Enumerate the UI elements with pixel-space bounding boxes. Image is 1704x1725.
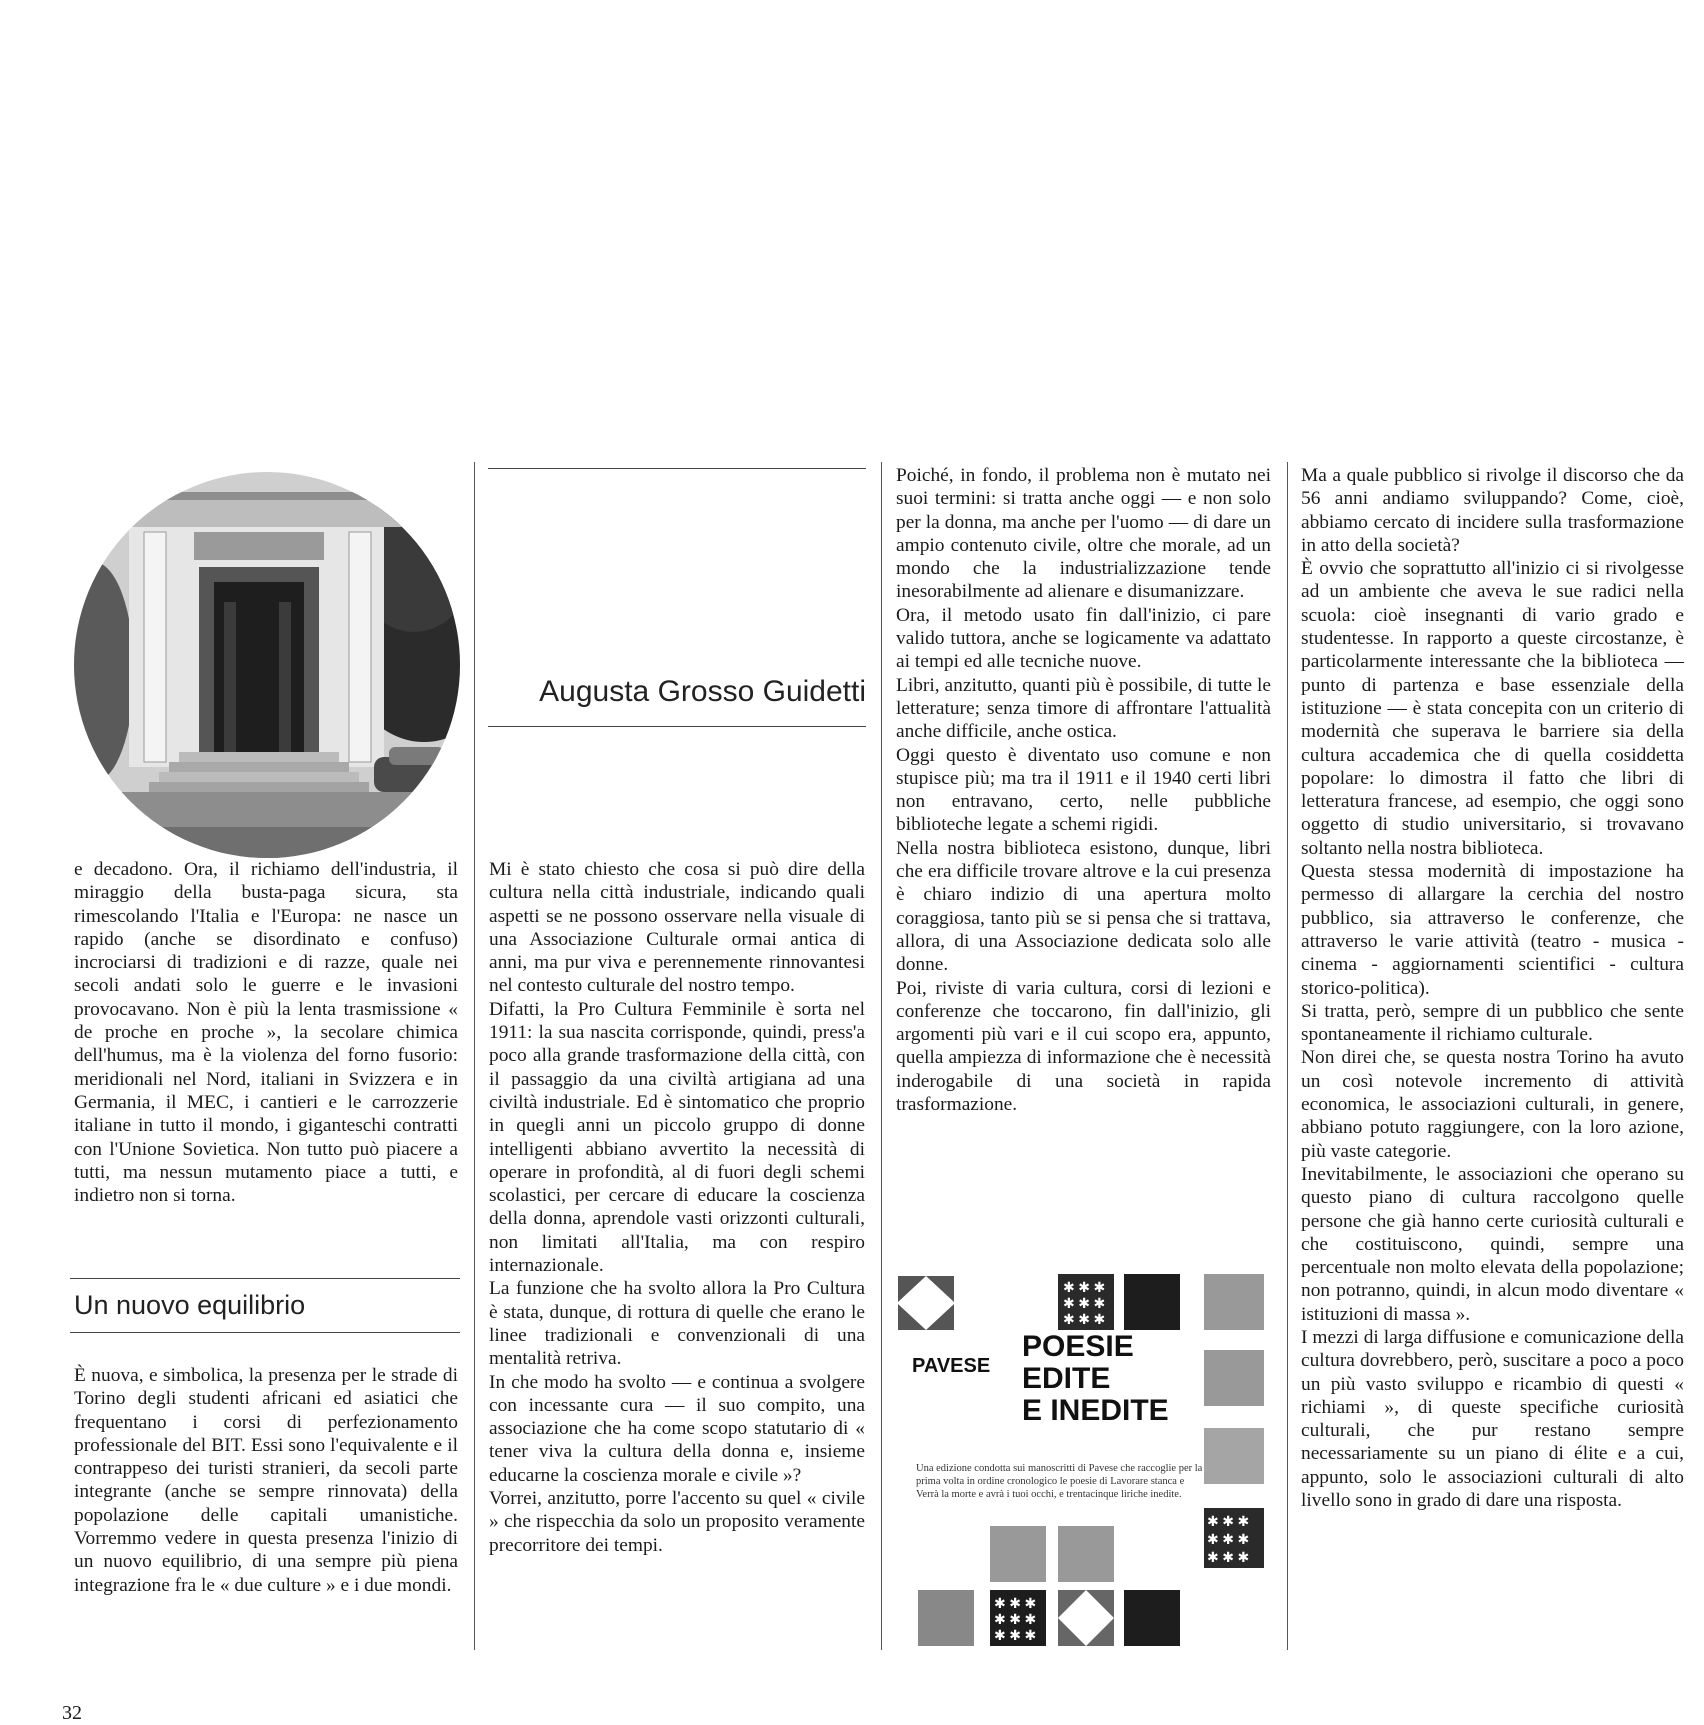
column-4-text — [1301, 464, 1684, 1512]
column-3-text — [896, 464, 1271, 1116]
svg-text:✱ ✱ ✱: ✱ ✱ ✱ — [1063, 1313, 1106, 1328]
paragraph: I mezzi di larga diffusione e comunicazione della cultura dovrebbero, però, suscitare a poco a poco un più vasto sviluppo e ricambio di questi « richiami », di queste specifiche curiosità culturali, che pur restano sempre necessariamente su un piano di élite e a cui, appunto, solo le associazioni culturali di alto livello sono in grado di dare una risposta. — [1301, 1326, 1684, 1512]
column-rule-2 — [881, 462, 882, 1650]
paragraph: In che modo ha svolto — e continua a svolgere con incessante cura — il suo compito, una associazione che ha come scopo statutario di « tener viva la cultura della donna e, insieme educarne la coscienza morale e civile »? — [489, 1371, 865, 1486]
svg-text:✱ ✱ ✱: ✱ ✱ ✱ — [1207, 1533, 1250, 1548]
svg-text:✱ ✱ ✱: ✱ ✱ ✱ — [994, 1629, 1037, 1644]
cover-title-line-3: E INEDITE — [1022, 1394, 1169, 1427]
author-rule-bottom — [488, 726, 866, 727]
svg-text:✱ ✱ ✱: ✱ ✱ ✱ — [1063, 1281, 1106, 1296]
paragraph: Mi è stato chiesto che cosa si può dire della cultura nella città industriale, indicando quali aspetti se ne possono osservare nella visuale di una Associazione Culturale ormai antica di anni, ma pur viva e perennemente rinnovantesi nel contesto culturale del nostro tempo. — [489, 859, 865, 997]
cover-title-line-1: POESIE — [1022, 1330, 1134, 1363]
column-rule-1 — [474, 462, 475, 1650]
paragraph: La funzione che ha svolto allora la Pro Cultura è stata, dunque, di rottura di quelle che erano le linee tradizionali e convenzionali di una mentalità retriva. — [489, 1278, 865, 1370]
building-photo — [74, 472, 460, 858]
column-2-text — [489, 858, 865, 1557]
subhead-rule-bottom — [70, 1332, 460, 1333]
column-1-bottom-text — [74, 1364, 458, 1597]
author-byline: Augusta Grosso Guidetti — [539, 675, 866, 708]
svg-text:✱ ✱ ✱: ✱ ✱ ✱ — [994, 1597, 1037, 1612]
paragraph: Questa stessa modernità di impostazione ha permesso di allargare la cerchia del nostro pubblico, sia attraverso le conferenze, che attraverso le varie attività (teatro - musica - cinema - aggiornamenti scientifici - cultura storico-politica). — [1301, 861, 1684, 999]
book-cover-image — [898, 1272, 1266, 1648]
page-number: 32 — [62, 1702, 82, 1724]
paragraph: e decadono. Ora, il richiamo dell'industria, il miraggio della busta-paga sicura, sta rimescolando l'Italia e l'Europa: ne nasce un rapido (anche se disordinato e confuso) incrociarsi di tradizioni e di razze, quale nei secoli andati solo le guerre e le invasioni provocavano. Non è più la lenta trasmissione « de proche en proche », la secolare chimica dell'humus, ma è la violenza del forno fusorio: meridionali nel Nord, italiani in Svizzera e in Germania, il MEC, i cantieri e le carrozzerie italiane in tutto il mondo, i giganteschi contratti con l'Unione Sovietica. Non tutto può piacere a tutti, ma nessun mutamento piace a tutti, e indietro non si torna. — [74, 859, 458, 1207]
cover-pattern — [898, 1272, 1266, 1648]
paragraph: Non direi che, se questa nostra Torino ha avuto un così notevole incremento di attività economica, le associazioni culturali, in genere, abbiano potuto raggiungere, con la loro azione, più vaste categorie. — [1301, 1047, 1684, 1162]
svg-text:✱ ✱ ✱: ✱ ✱ ✱ — [1207, 1515, 1250, 1530]
paragraph: Libri, anzitutto, quanti più è possibile, di tutte le letterature; senza timore di affrontare l'attualità anche difficile, anche ostica. — [896, 674, 1271, 743]
paragraph: Oggi questo è diventato uso comune e non stupisce più; ma tra il 1911 e il 1940 certi libri non entravano, certo, nelle pubbliche biblioteche legate a schemi rigidi. — [896, 744, 1271, 836]
paragraph: Poiché, in fondo, il problema non è mutato nei suoi termini: si tratta anche oggi — e non solo per la donna, ma anche per l'uomo — di dare un ampio contenuto civile, oltre che morale, ad un mondo che la industrializzazione tende inesorabilmente ad alienare e disumanizzare. — [896, 465, 1271, 603]
paragraph: Vorrei, anzitutto, porre l'accento su quel « civile » che rispecchia da solo un proposito veramente precorritore dei tempi. — [489, 1488, 865, 1556]
paragraph: Ora, il metodo usato fin dall'inizio, ci pare valido tuttora, anche se logicamente va adattato ai tempi ed alle tecniche nuove. — [896, 604, 1271, 673]
paragraph: Difatti, la Pro Cultura Femminile è sorta nel 1911: la sua nascita corrisponde, quindi, press'a poco alla grande trasformazione della città, con il passaggio da una civiltà artigiana ad una civiltà industriale. Ed è sintomatico che proprio in quegli anni un piccolo gruppo di donne intelligenti abbiano avvertito la necessità di operare in profondità, al di fuori degli schemi scolastici, per cercare di educare la coscienza della donna, aprendole vasti orizzonti culturali, non limitati all'Italia, ma con respiro internazionale. — [489, 998, 865, 1277]
svg-text:✱ ✱ ✱: ✱ ✱ ✱ — [1207, 1551, 1250, 1566]
paragraph: È ovvio che soprattutto all'inizio ci si rivolgesse ad un ambiente che aveva le sue radici nella scuola: cioè insegnanti di vario grado e studentesse. In rapporto a queste circostanze, è particolarmente interessante che la biblioteca — punto di partenza e base essenziale della istituzione — è stata concepita con un criterio di modernità che superava le barriere sia della cultura accademica che di quella cosiddetta popolare: lo dimostra il fatto che libri di letteratura francese, ad esempio, che oggi sono oggetto di studio universitario, si trovavano soltanto nella nostra biblioteca. — [1301, 558, 1684, 859]
svg-text:✱ ✱ ✱: ✱ ✱ ✱ — [994, 1613, 1037, 1628]
author-rule-top — [488, 468, 866, 469]
cover-blurb: Una edizione condotta sui manoscritti di Pavese che raccoglie per la prima volta in ordine cronologico le poesie di Lavorare stanca e Verrà la morte e avrà i tuoi occhi, e trentacinque liriche inedite. — [916, 1463, 1203, 1500]
subhead-rule-top — [70, 1278, 460, 1279]
column-1-top-text — [74, 858, 458, 1207]
column-rule-3 — [1287, 462, 1288, 1650]
cover-author: PAVESE — [912, 1355, 991, 1377]
paragraph: Ma a quale pubblico si rivolge il discorso che da 56 anni andiamo sviluppando? Come, cioè, abbiamo cercato di incidere sulla trasformazione in atto della società? — [1301, 465, 1684, 556]
cover-title-line-2: EDITE — [1022, 1362, 1111, 1395]
paragraph: È nuova, e simbolica, la presenza per le strade di Torino degli studenti africani ed asiatici che frequentano i corsi di perfezionamento professionale del BIT. Essi sono l'equivalente e il contrappeso dei turisti stranieri, da secoli parte integrante (anche se sempre rinnovata) della popolazione delle capitali umanistiche. Vorremmo vedere in questa presenza l'inizio di un nuovo equilibrio, di una sempre più piena integrazione fra le « due culture » e i due mondi. — [74, 1365, 458, 1596]
section-heading: Un nuovo equilibrio — [74, 1290, 306, 1320]
paragraph: Inevitabilmente, le associazioni che operano su questo piano di cultura raccolgono quelle persone che già hanno certe curiosità culturali e che costituiscono, quindi, sempre una percentuale non molto elevata della popolazione; non potranno, quindi, in alcun modo diventare « istituzioni di massa ». — [1301, 1163, 1684, 1325]
paragraph: Poi, riviste di varia cultura, corsi di lezioni e conferenze che toccarono, fin dall'inizio, gli argomenti più vari e il cui scopo era, appunto, quella ampiezza di informazione che è necessità inderogabile di una società in rapida trasformazione. — [896, 977, 1271, 1116]
paragraph: Nella nostra biblioteca esistono, dunque, libri che era difficile trovare altrove e la cui presenza è chiaro indizio di una apertura molto coraggiosa, tanto più se si pensa che si trattava, allora, di una Associazione dedicata solo alle donne. — [896, 837, 1271, 976]
paragraph: Si tratta, però, sempre di un pubblico che sente spontaneamente il richiamo culturale. — [1301, 1000, 1684, 1046]
svg-text:✱ ✱ ✱: ✱ ✱ ✱ — [1063, 1297, 1106, 1312]
